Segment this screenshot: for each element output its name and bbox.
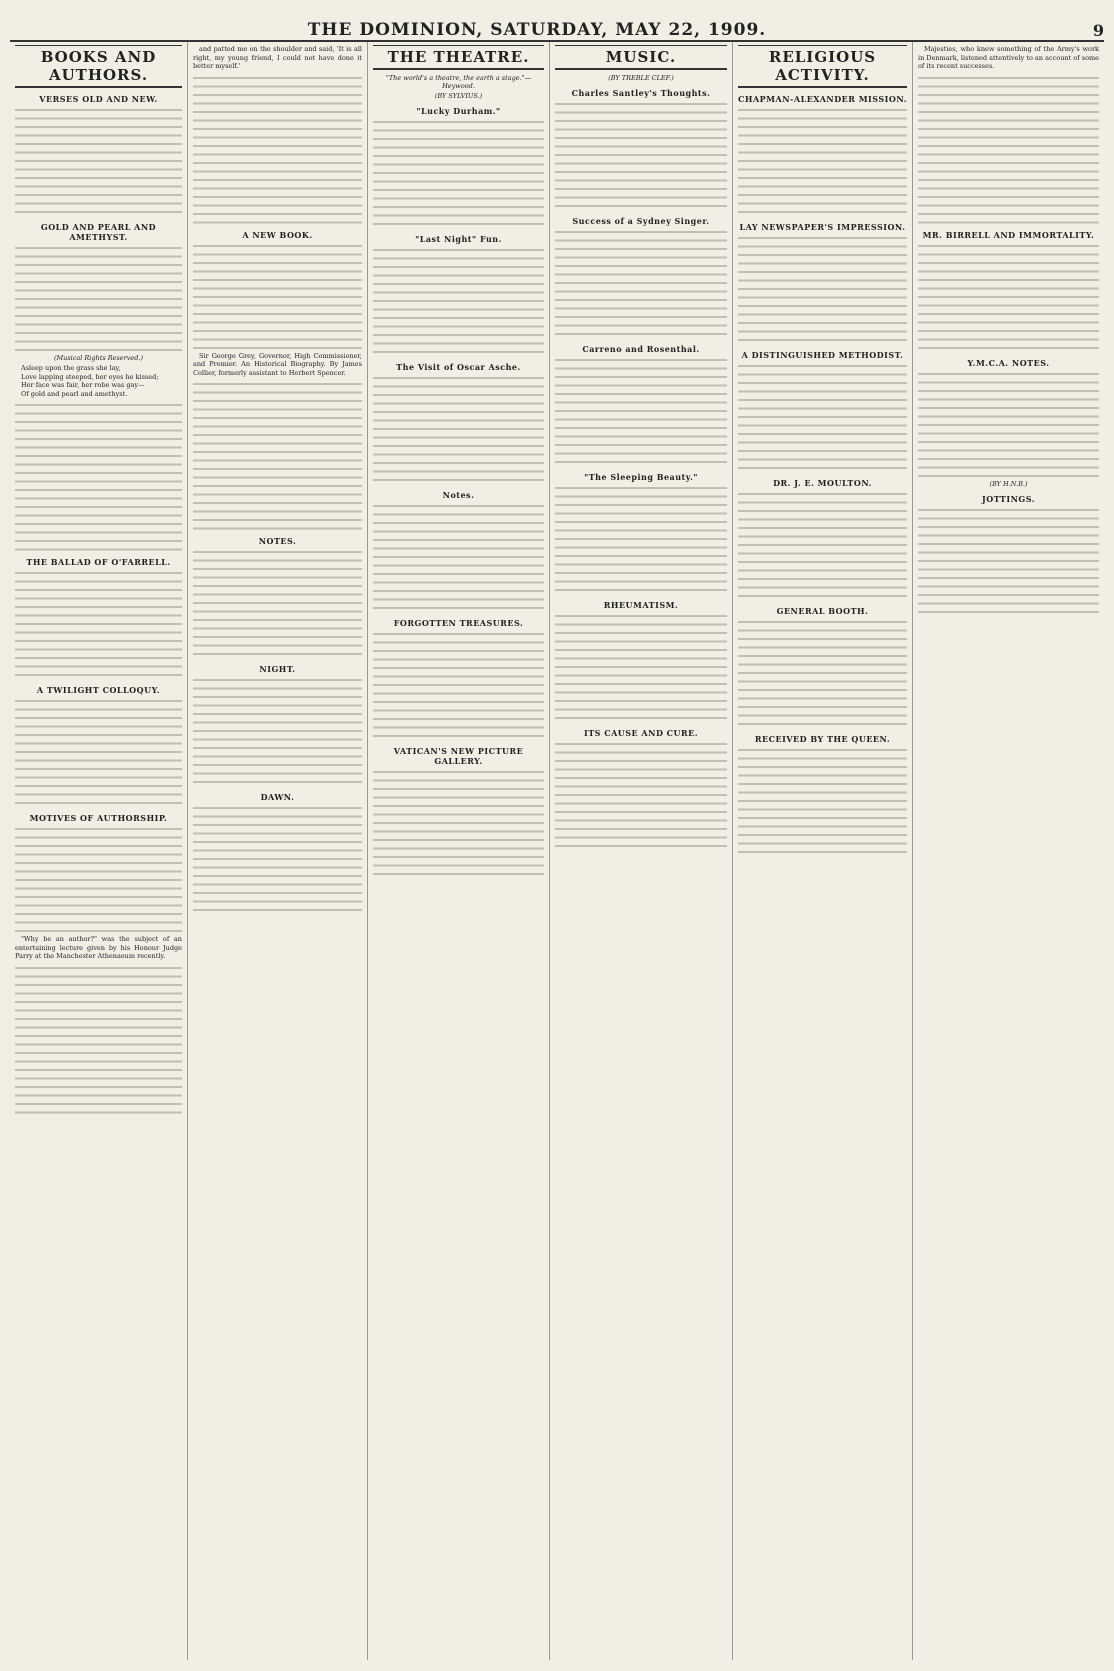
column-1	[10, 42, 188, 1660]
body-text-block	[555, 484, 727, 594]
article-headline: A NEW BOOK.	[242, 229, 313, 240]
body-text-block	[373, 630, 544, 740]
body-text-block	[373, 246, 544, 356]
article-headline: The Visit of Oscar Asche.	[396, 362, 521, 372]
section-heading: MUSIC.	[555, 45, 727, 70]
section-heading: THE THEATRE.	[373, 45, 544, 70]
body-text-block	[555, 612, 727, 722]
body-text-block	[918, 74, 1099, 224]
body-text-block	[193, 74, 362, 224]
body-text-block	[738, 618, 907, 728]
article-headline: A TWILIGHT COLLOQUY.	[36, 685, 161, 696]
article-headline: VERSES OLD AND NEW.	[39, 94, 158, 104]
masthead	[10, 0, 1104, 42]
article-headline: DR. J. E. MOULTON.	[773, 478, 872, 488]
article-headline: DAWN.	[260, 792, 295, 803]
byline: (Musical Rights Reserved.)	[53, 354, 144, 362]
body-text-block	[555, 356, 727, 466]
article-headline: GOLD AND PEARL AND AMETHYST.	[40, 222, 157, 242]
byline: (BY TREBLE CLEF.)	[608, 74, 674, 82]
column-6	[913, 42, 1104, 1660]
column-5	[733, 42, 913, 1660]
body-text-block	[738, 362, 907, 472]
article-headline: THE BALLAD OF O'FARRELL.	[26, 557, 171, 568]
body-text-block	[193, 804, 362, 914]
article-headline: Charles Santley's Thoughts.	[571, 88, 711, 98]
body-text-block	[555, 740, 727, 850]
body-text-block	[918, 506, 1099, 616]
article-headline: Notes.	[442, 490, 475, 500]
article-paragraph: "Why be an author?" was the subject of an entertaining lecture given by his Honour Judge Parry at the Manchester Athenaeum recently.	[15, 935, 182, 961]
body-text-block	[15, 244, 182, 354]
article-columns	[10, 42, 1104, 1660]
article-headline: MR. BIRRELL AND IMMORTALITY.	[922, 229, 1095, 240]
article-headline: NOTES.	[258, 536, 297, 547]
body-text-block	[373, 118, 544, 228]
article-headline: MOTIVES OF AUTHORSHIP.	[29, 813, 168, 824]
page-number: 9	[1092, 21, 1104, 40]
article-paragraph: and patted me on the shoulder and said, 'It is all right, my young friend, I could not have done it better myself.'	[193, 45, 362, 71]
body-text-block	[15, 569, 182, 679]
byline: (BY H.N.B.)	[989, 479, 1028, 488]
byline: "The world's a theatre, the earth a stage."—Heywood.	[385, 74, 532, 90]
body-text-block	[15, 697, 182, 807]
article-headline: A DISTINGUISHED METHODIST.	[741, 350, 904, 360]
body-text-block	[373, 768, 544, 878]
article-headline: Success of a Sydney Singer.	[572, 216, 710, 226]
article-headline: Carreno and Rosenthal.	[582, 344, 700, 354]
body-text-block	[15, 106, 182, 216]
article-headline: "Lucky Durham."	[416, 106, 501, 116]
body-text-block	[193, 676, 362, 786]
body-text-block	[555, 100, 727, 210]
body-text-block	[193, 242, 362, 352]
body-text-block	[15, 825, 182, 935]
poem-verse: Asleep upon the grass she lay, Love lapping steeped, her eyes he kissed; Her face was fair, her robe was gay— Of gold and pearl and amethyst.	[21, 364, 159, 398]
column-4	[550, 42, 733, 1660]
body-text-block	[373, 374, 544, 484]
body-text-block	[918, 370, 1099, 480]
body-text-block	[918, 242, 1099, 352]
article-headline: VATICAN'S NEW PICTURE GALLERY.	[393, 746, 524, 766]
article-headline: LAY NEWSPAPER'S IMPRESSION.	[739, 222, 906, 232]
body-text-block	[738, 234, 907, 344]
article-headline: ITS CAUSE AND CURE.	[583, 728, 699, 738]
body-text-block	[738, 746, 907, 856]
article-headline: "Last Night" Fun.	[415, 234, 502, 244]
article-headline: NIGHT.	[259, 664, 296, 675]
body-text-block	[555, 228, 727, 338]
body-text-block	[15, 401, 182, 551]
article-paragraph: Sir George Grey, Governor, High Commissioner, and Premier. An Historical Biography. By James Collier, formerly assistant to Herbert Spencer.	[193, 351, 362, 377]
body-text-block	[193, 380, 362, 530]
section-heading: BOOKS AND AUTHORS.	[15, 45, 182, 88]
body-text-block	[193, 548, 362, 658]
article-headline: "The Sleeping Beauty."	[584, 472, 698, 482]
column-2	[188, 42, 368, 1660]
article-headline: FORGOTTEN TREASURES.	[393, 618, 524, 628]
article-headline: RECEIVED BY THE QUEEN.	[754, 734, 891, 744]
article-headline: Y.M.C.A. NOTES.	[967, 357, 1050, 368]
body-text-block	[738, 490, 907, 600]
body-text-block	[15, 964, 182, 1114]
article-headline: GENERAL BOOTH.	[776, 606, 869, 616]
masthead-title: THE DOMINION, SATURDAY, MAY 22, 1909.	[307, 20, 767, 40]
article-headline: JOTTINGS.	[981, 493, 1036, 504]
column-3	[368, 42, 550, 1660]
article-headline: CHAPMAN-ALEXANDER MISSION.	[738, 94, 907, 104]
body-text-block	[373, 502, 544, 612]
section-heading: RELIGIOUS ACTIVITY.	[738, 45, 907, 88]
byline: (BY SYLVIUS.)	[434, 92, 483, 100]
article-paragraph: Majesties, who knew something of the Army's work in Denmark, listened attentively to an account of some of its recent successes.	[918, 45, 1099, 71]
article-headline: RHEUMATISM.	[603, 600, 679, 610]
body-text-block	[738, 106, 907, 216]
